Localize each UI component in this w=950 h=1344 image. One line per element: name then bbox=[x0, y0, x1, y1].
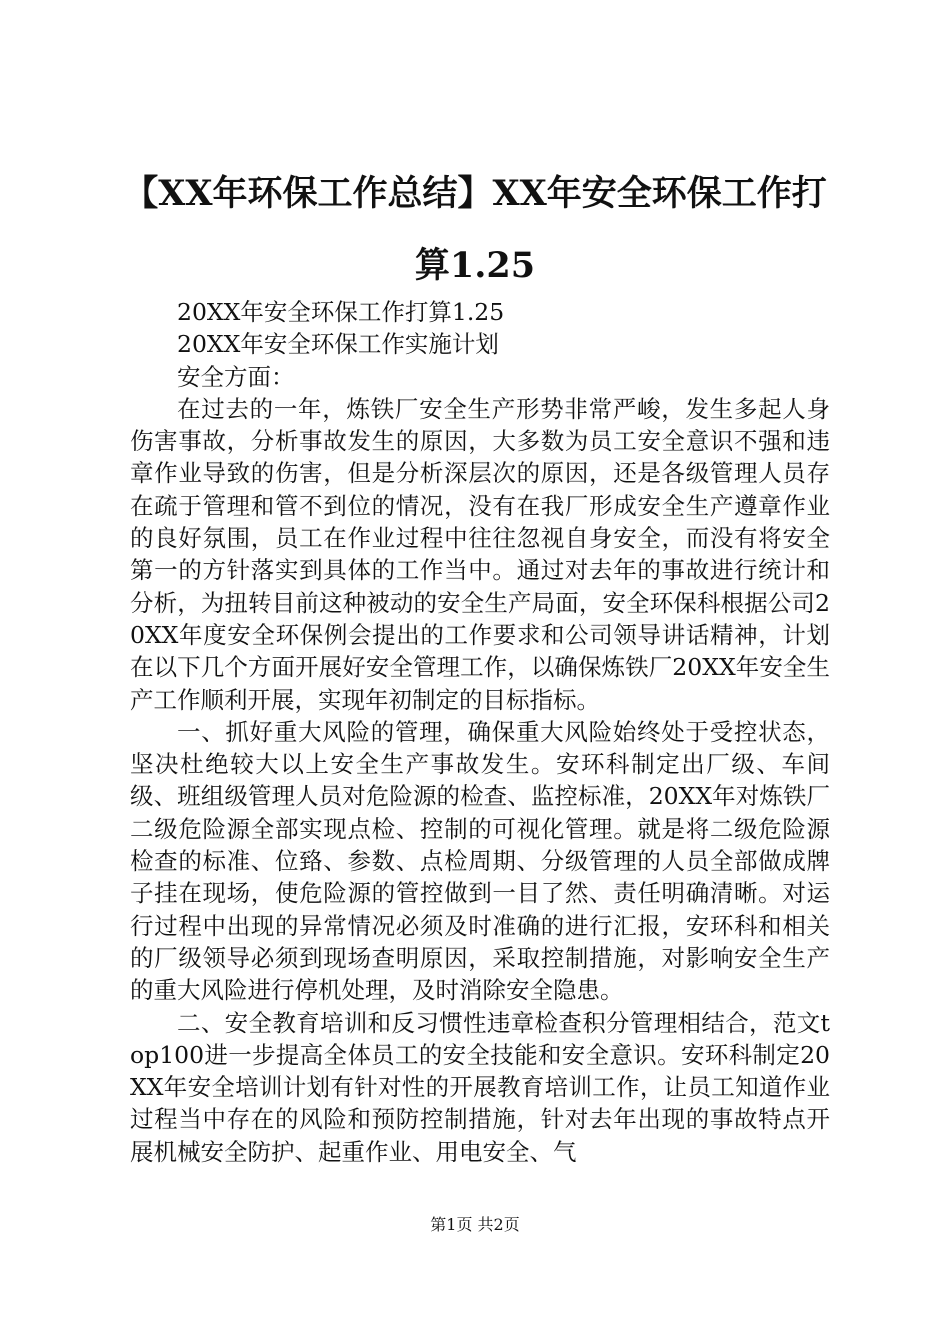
paragraph-item-two: 二、安全教育培训和反习惯性违章检查积分管理相结合，范文top100进一步提高全体员工的安全技能和安全意识。安环科制定20XX年安全培训计划有针对性的开展教育培训工作，让员工知道作业过程当中存在的风险和预防控制措施，针对去年出现的事故特点开展机械安全防护、起重作业、用电安全、气 bbox=[130, 1008, 830, 1166]
paragraph-plan-title: 20XX年安全环保工作打算1.25 bbox=[177, 298, 505, 326]
document-body bbox=[130, 296, 830, 1168]
document-title bbox=[100, 158, 850, 302]
paragraph-plan-subtitle: 20XX年安全环保工作实施计划 bbox=[177, 330, 499, 359]
paragraph-item-one: 一、抓好重大风险的管理，确保重大风险始终处于受控状态，坚决杜绝较大以上安全生产事故发生。安环科制定出厂级、车间级、班组级管理人员对危险源的检查、监控标准，20XX年对炼铁厂二级危险源全部实现点检、控制的可视化管理。就是将二级危险源检查的标准、位臵、参数、点检周期、分级管理的人员全部做成牌子挂在现场，使危险源的管控做到一目了然、责任明确清晰。对运行过程中出现的异常情况必须及时准确的进行汇报，安环科和相关的厂级领导必须到现场查明原因，采取控制措施，对影响安全生产的重大风险进行停机处理，及时消除安全隐患。 bbox=[130, 717, 830, 1005]
paragraph-intro: 在过去的一年，炼铁厂安全生产形势非常严峻，发生多起人身伤害事故，分析事故发生的原因，大多数为员工安全意识不强和违章作业导致的伤害，但是分析深层次的原因，还是各级管理人员存在疏于管理和管不到位的情况，没有在我厂形成安全生产遵章作业的良好氛围，员工在作业过程中往往忽视自身安全，而没有将安全第一的方针落实到具体的工作当中。通过对去年的事故进行统计和分析，为扭转目前这种被动的安全生产局面，安全环保科根据公司20XX年度安全环保例会提出的工作要求和公司领导讲话精神，计划在以下几个方面开展好安全管理工作，以确保炼铁厂20XX年安全生产工作顺利开展，实现年初制定的目标指标。 bbox=[130, 394, 830, 714]
title-line-2: 算1.25 bbox=[414, 245, 536, 286]
paragraph-section-heading: 安全方面： bbox=[177, 362, 295, 391]
page-footer: 第1页 共2页 bbox=[430, 1215, 520, 1234]
title-line-1: 【XX年环保工作总结】XX年安全环保工作打 bbox=[123, 173, 827, 214]
